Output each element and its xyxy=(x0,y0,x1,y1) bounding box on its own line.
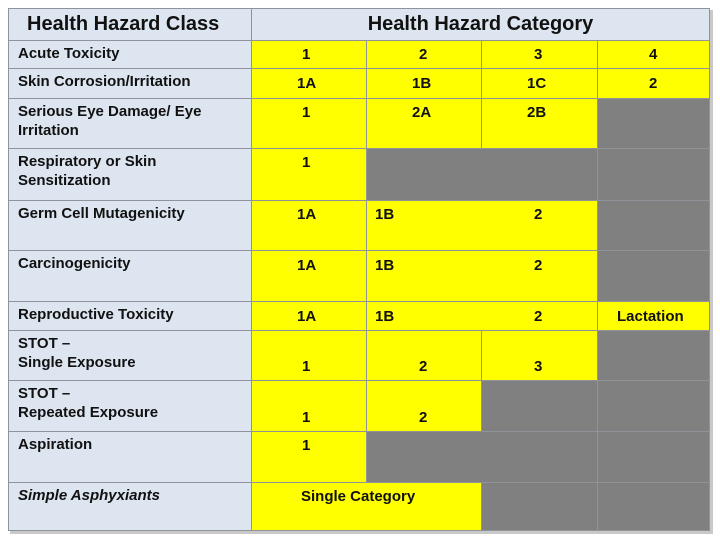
category-value: 2 xyxy=(649,75,658,92)
row-label-serious-eye-damage: Serious Eye Damage/ Eye Irritation xyxy=(8,98,252,149)
row-label-germ-cell-mutagenicity: Germ Cell Mutagenicity xyxy=(8,200,252,251)
row-label-line: STOT – xyxy=(18,385,71,402)
row-label-skin-corrosion: Skin Corrosion/Irritation xyxy=(8,68,252,99)
row-label-line: Single Exposure xyxy=(18,354,136,371)
header-health-hazard-category: Health Hazard Category xyxy=(251,8,710,41)
row-label-respiratory-sensitization: Respiratory or Skin Sensitization xyxy=(8,148,252,201)
category-value: 1B xyxy=(412,75,432,92)
category-value: 1B xyxy=(375,257,395,274)
not-applicable-cell xyxy=(597,330,710,381)
not-applicable-cell xyxy=(597,482,710,531)
row-label-stot-repeated-exposure xyxy=(8,380,252,432)
category-value: 1C xyxy=(527,75,547,92)
not-applicable-cell xyxy=(597,250,710,302)
category-value: 1 xyxy=(302,46,311,63)
category-value: Lactation xyxy=(617,308,684,325)
category-value: 1 xyxy=(302,358,311,375)
row-label-reproductive-toxicity: Reproductive Toxicity xyxy=(8,301,252,331)
row-label-carcinogenicity: Carcinogenicity xyxy=(8,250,252,302)
not-applicable-cell xyxy=(597,380,710,432)
not-applicable-cell xyxy=(597,200,710,251)
category-value: 1 xyxy=(302,437,311,454)
row-label-stot-single-exposure xyxy=(8,330,252,381)
category-value: 1A xyxy=(297,206,317,223)
category-value: 3 xyxy=(534,358,543,375)
category-value: 2B xyxy=(527,104,547,121)
category-value: 1B xyxy=(375,206,395,223)
row-label-line: Repeated Exposure xyxy=(18,404,159,421)
category-value: 4 xyxy=(649,46,658,63)
row-label-simple-asphyxiants: Simple Asphyxiants xyxy=(8,482,252,531)
category-value: 2A xyxy=(412,104,432,121)
category-value: 1 xyxy=(302,409,311,426)
category-value: Single Category xyxy=(301,488,416,505)
category-value: 1A xyxy=(297,257,317,274)
category-value: 1B xyxy=(375,308,395,325)
category-value: 2 xyxy=(534,206,543,223)
cell-fill xyxy=(366,200,598,251)
row-label-line: STOT – xyxy=(18,335,71,352)
cell-fill xyxy=(366,301,598,331)
category-value: 1 xyxy=(302,104,311,121)
hazard-table xyxy=(8,8,710,531)
category-value: 1A xyxy=(297,75,317,92)
category-value: 2 xyxy=(419,358,428,375)
category-value: 2 xyxy=(419,46,428,63)
not-applicable-cell xyxy=(597,148,710,201)
category-value: 1A xyxy=(297,308,317,325)
not-applicable-cell xyxy=(366,148,598,201)
not-applicable-cell xyxy=(366,431,598,483)
row-label-aspiration: Aspiration xyxy=(8,431,252,483)
cell-fill xyxy=(366,250,598,302)
category-value: 2 xyxy=(419,409,428,426)
category-value: 3 xyxy=(534,46,543,63)
category-value: 2 xyxy=(534,257,543,274)
not-applicable-cell xyxy=(481,482,598,531)
category-value: 1 xyxy=(302,154,311,171)
not-applicable-cell xyxy=(481,380,598,432)
row-label-acute-toxicity: Acute Toxicity xyxy=(8,40,252,69)
not-applicable-cell xyxy=(597,98,710,149)
not-applicable-cell xyxy=(597,431,710,483)
category-value: 2 xyxy=(534,308,543,325)
header-health-hazard-class: Health Hazard Class xyxy=(8,8,252,41)
